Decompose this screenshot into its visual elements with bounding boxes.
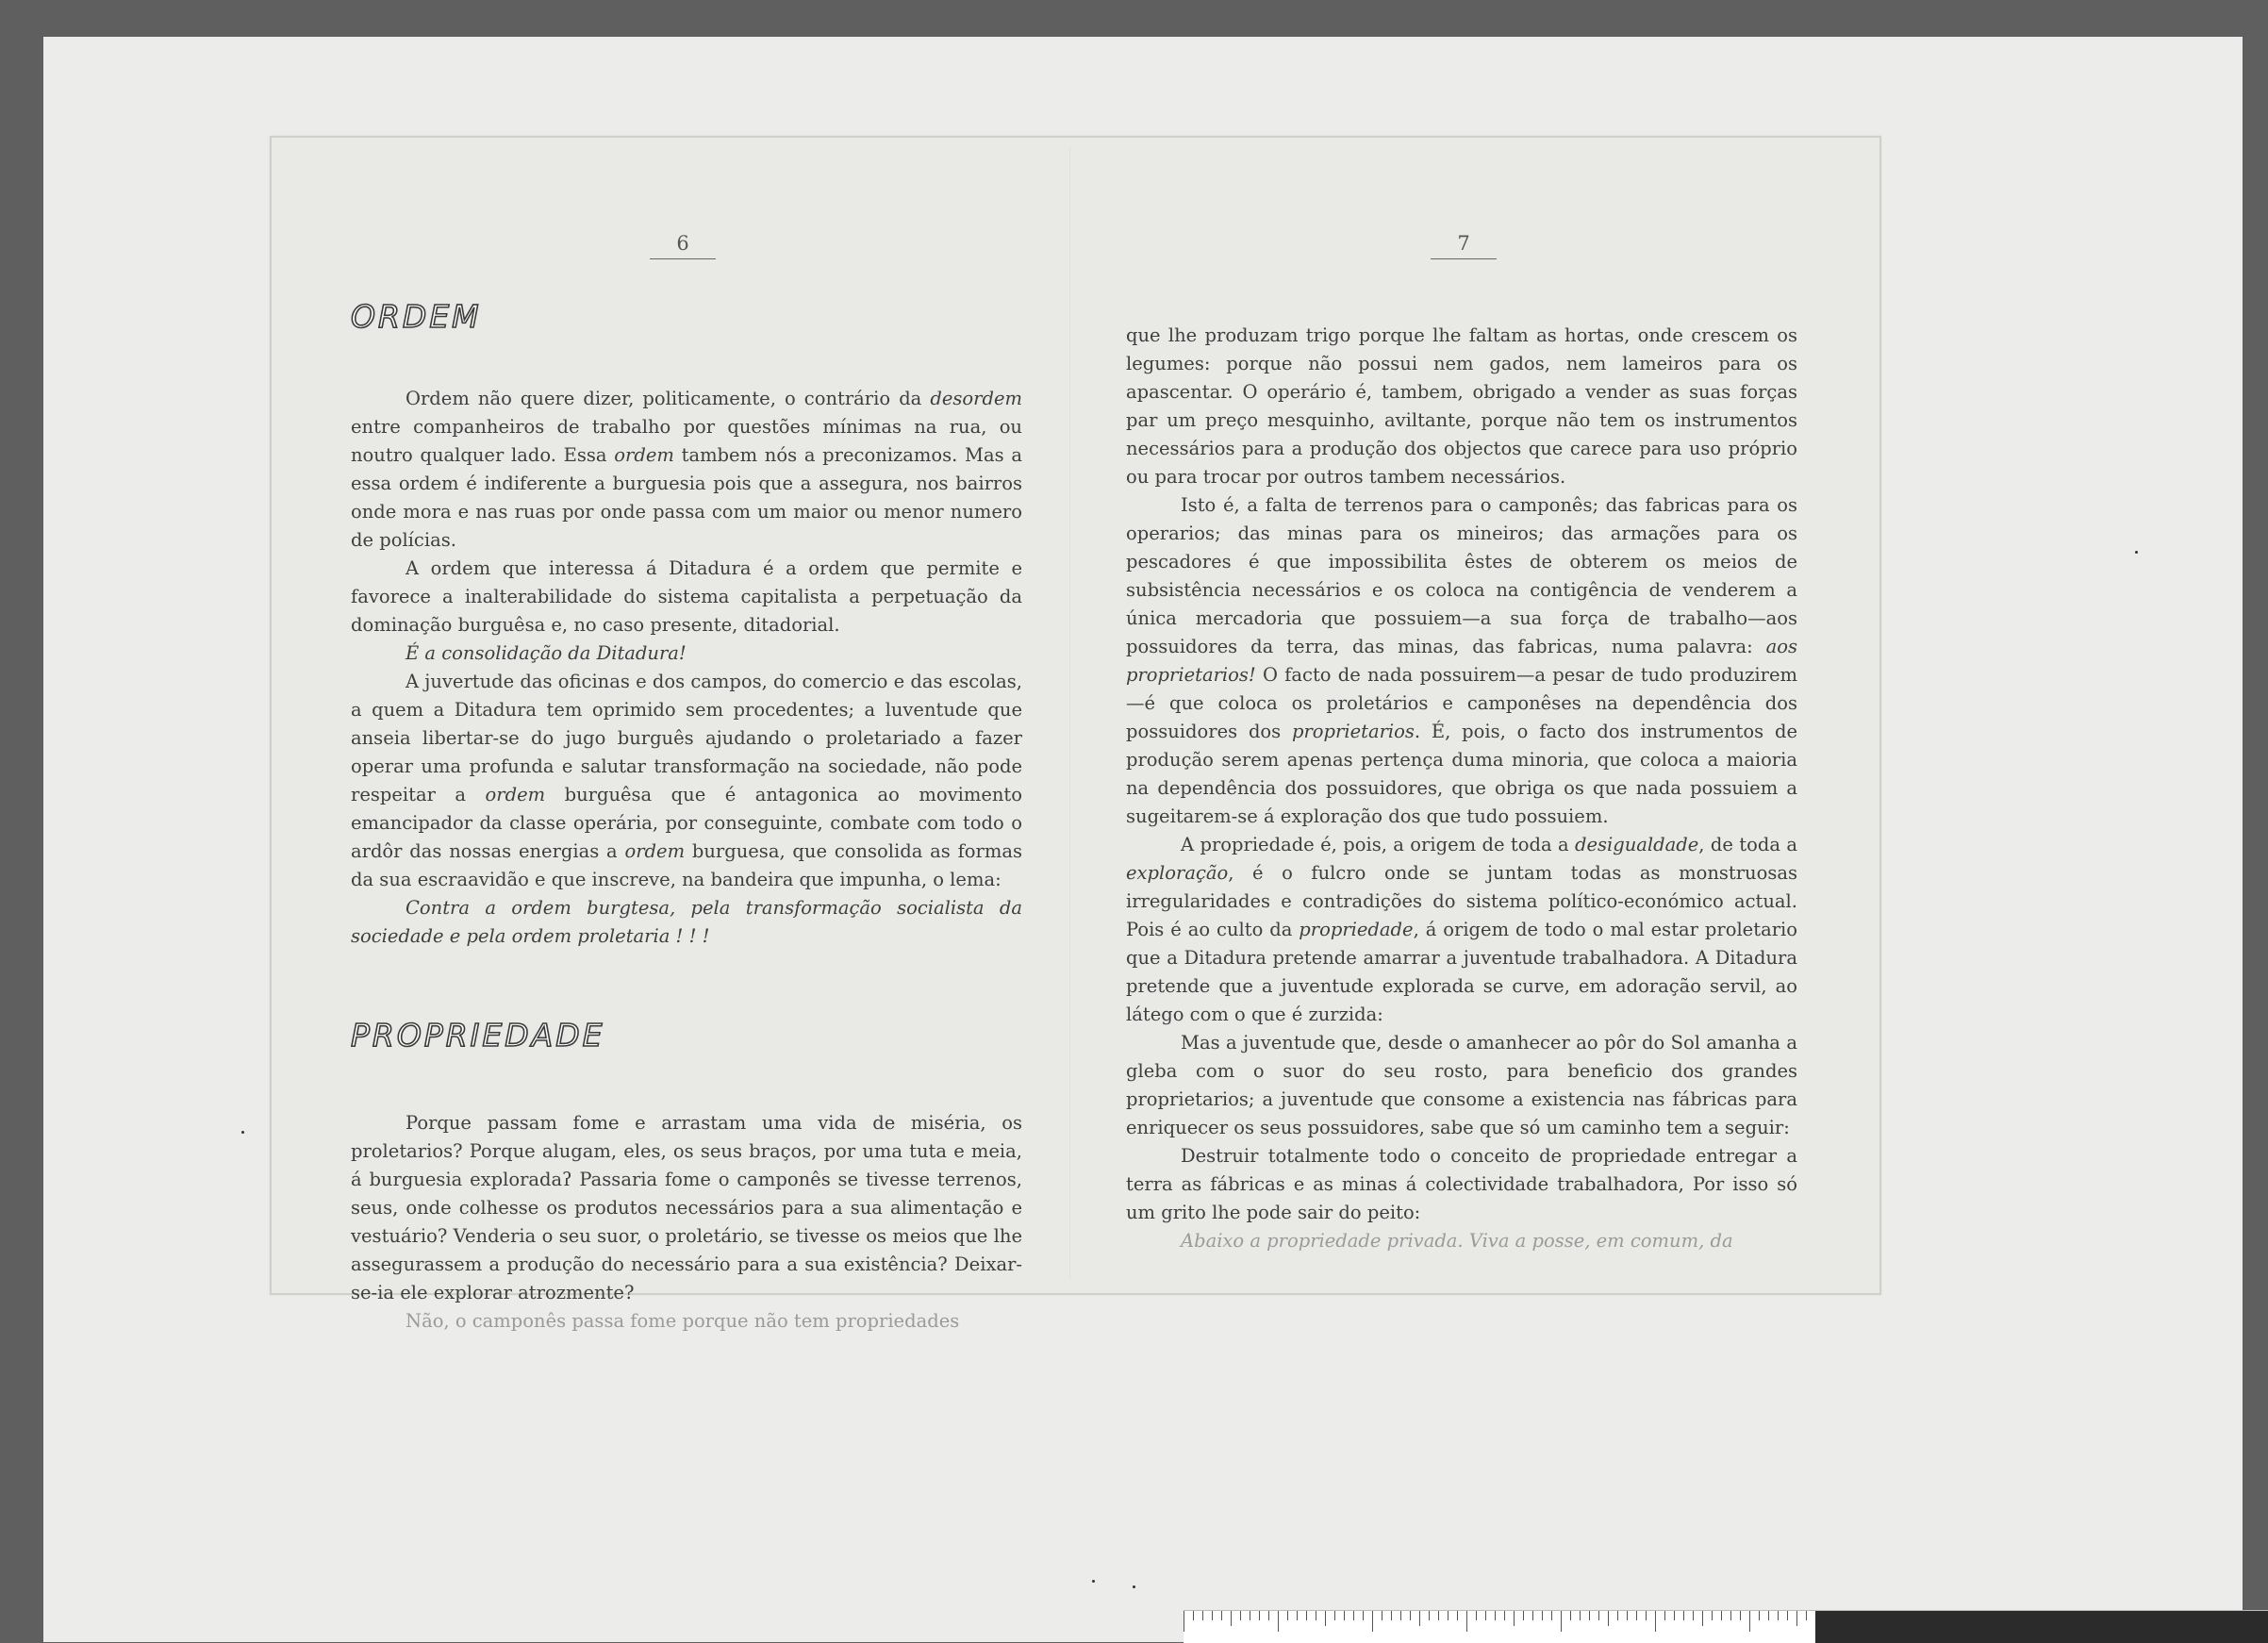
text-run-italic: É a consolidação da Ditadura! [406, 642, 687, 664]
paragraph: Porque passam fome e arrastam uma vida de miséria, os proletarios? Porque alugam, eles, os seus braços, por uma tuta e meia, á burguesia exploradaʔ Passaria fome o camponês se tivesse terrenos, seus, onde colhesse os produtos necessários para a sua alimentação e vestuário? Venderia o seu suor, o proletário, se tivesse os meios que lhe assegurassem a produção do necessário para a sua existência? Deixar-se-ia ele explorar atrozmente? [351, 1112, 1022, 1303]
text-run: , de toda a [1698, 834, 1797, 855]
ruler-tick [1429, 1611, 1430, 1620]
scanned-sheet [270, 136, 1881, 1332]
ruler-tick [1353, 1611, 1354, 1620]
ruler-tick [1646, 1611, 1647, 1620]
ruler-tick [1636, 1611, 1637, 1620]
ruler-tick [1202, 1611, 1203, 1620]
ruler-tick [1259, 1611, 1260, 1620]
dust-speck [241, 1131, 244, 1134]
ruler-tick [1287, 1611, 1288, 1620]
text-run: tambem nós a preconizamos. Mas a essa ordem é indiferente a burguesia pois que a assegura, nos bairros onde mora e nas ruas por onde passa com um maior ou menor numero de polícias. [351, 444, 1023, 551]
ruler-tick [1212, 1611, 1213, 1620]
ruler-tick [1683, 1611, 1684, 1620]
text-run-italic: ordem [485, 784, 546, 805]
dust-speck [1133, 1585, 1135, 1588]
ruler-tick [1702, 1611, 1703, 1626]
ruler-tick [1598, 1611, 1599, 1620]
ruler-tick [1721, 1611, 1722, 1620]
ruler-tick [1749, 1611, 1750, 1632]
text-run-italic: aos proprietarios! [1126, 636, 1797, 686]
ruler-tick [1570, 1611, 1571, 1620]
paragraph [351, 639, 1022, 668]
ruler-tick [1240, 1611, 1241, 1620]
ruler-tick [1655, 1611, 1656, 1632]
paragraph: Destruir totalmente todo o conceito de propriedade entregar a terra as fábricas e as minas á colectividade trabalhadora, Por isso só um grito lhe pode sair do peito: [1126, 1145, 1797, 1223]
text-run-italic: Abaixo a propriedade privada. Viva a posse, em comum, da [1181, 1230, 1733, 1252]
ruler-tick [1278, 1611, 1279, 1632]
ruler-tick [1664, 1611, 1665, 1620]
ruler-tick [1504, 1611, 1505, 1620]
heading-propriedade: PROPRIEDADE [351, 1017, 605, 1054]
ruler-tick [1608, 1611, 1609, 1626]
dust-speck [2135, 551, 2138, 554]
ruler-tick [1372, 1611, 1373, 1632]
paragraph: que lhe produzam trigo porque lhe faltam as hortas, onde crescem os legumes: porque não possui nem gados, nem lameiros para os apascentar. O operário é, tambem, obrigado a vender as suas forças par um preço mesquinho, aviltante, porque não tem os instrumentos necessários para a produção dos objectos que carece para uso próprio ou para trocar por outros tambem necessários. [1126, 324, 1797, 488]
propriedade-text [351, 1109, 1022, 1336]
ruler-tick [1712, 1611, 1713, 1620]
ruler-tick [1532, 1611, 1533, 1620]
ruler-tick [1514, 1611, 1515, 1626]
scale-ruler [1184, 1610, 2268, 1643]
paragraph [1126, 491, 1797, 831]
text-run: . É, pois, o facto dos instrumentos de produção serem apenas pertença duma minoria, que coloca a maioria na dependência dos possuidores, que obriga os que nada possuiem a sugeitarem-se á exploração dos que tudo possuiem. [1126, 721, 1797, 827]
text-run-italic: desigualdade [1574, 834, 1699, 855]
text-run: A propriedade é, pois, a origem de toda a [1181, 834, 1575, 855]
heading-ordem: ORDEM [351, 298, 482, 335]
ruler-tick [1193, 1611, 1194, 1620]
ruler-tick [1400, 1611, 1401, 1620]
ruler-tick [1448, 1611, 1449, 1620]
text-run: burguesa, que consolida as formas da sua escraavidão e que inscreve, na bandeira que impunha, o lema: [351, 840, 1022, 890]
ruler-tick [1806, 1611, 1807, 1620]
text-run: A juvertude das oficinas e dos campos, do comercio e das escolas, a quem a Ditadura tem oprimido sem procedentes; a luventude que anseia libertar-se do jugo burguês ajudando o proletariado a fazer operar uma profunda e salutar transformação na sociedade, não pode respeitar a [351, 671, 1022, 805]
left-page [351, 138, 1026, 1332]
text-run-italic: desordem [930, 388, 1022, 409]
ruler-tick [1344, 1611, 1345, 1620]
ruler-tick [1740, 1611, 1741, 1620]
page-number-left: 6 [650, 232, 716, 259]
ruler-tick [1561, 1611, 1562, 1632]
paragraph [1126, 831, 1797, 1029]
text-run: burguêsa que é antagonica ao movimento emancipador da classe operária, por conseguinte, combate com todo o ardôr das nossas energias a [351, 784, 1022, 862]
ruler-tick [1325, 1611, 1326, 1626]
ruler-tick [1693, 1611, 1694, 1620]
ruler-tick [1627, 1611, 1628, 1620]
text-run-italic: Contra a ordem burgtesa, pela transformação socialista da sociedade e pela ordem proletaria ! ! ! [351, 897, 1022, 947]
ruler-tick [1542, 1611, 1543, 1620]
paragraph: Não, o camponês passa fome porque não tem propriedades [406, 1310, 960, 1332]
ruler-tick [1419, 1611, 1420, 1626]
ruler-tick [1231, 1611, 1232, 1626]
paragraph: Mas a juventude que, desde o amanhecer ao pôr do Sol amanha a gleba com o suor do seu rosto, para beneficio dos grandes proprietarios; a juventude que consome a existencia nas fábricas para enriquecer os seus possuidores, sabe que só um caminho tem a seguir: [1126, 1032, 1797, 1138]
text-run: , é o fulcro onde se juntam todas as monstruosas irregularidades e contradições do sistema político-económico actual. Pois é ao culto da [1126, 862, 1797, 940]
page-number-right: 7 [1431, 232, 1497, 259]
ruler-tick [1334, 1611, 1335, 1620]
text-run-italic: ordem [614, 444, 674, 466]
paragraph [351, 894, 1022, 951]
ruler-tick [1410, 1611, 1411, 1620]
text-run: Ordem não quere dizer, politicamente, o contrário da [406, 388, 931, 409]
ruler-tick [1730, 1611, 1731, 1620]
paragraph [1126, 1227, 1797, 1255]
ruler-tick [1551, 1611, 1552, 1620]
ruler-tick [1306, 1611, 1307, 1620]
ordem-text [351, 385, 1022, 951]
text-run: Isto é, a falta de terrenos para o camponês; das fabricas para os operarios; das minas para os mineiros; das armações para os pescadores é que impossibilita êstes de obterem os meios de subsistência necessários e os coloca na contigência de venderem a única mercadoria que possuiem—a sua força de trabalho—aos possuidores da terra, das minas, das fabricas, numa palavra: [1126, 494, 1797, 657]
text-run-italic: exploração [1126, 862, 1229, 884]
ruler-tick [1476, 1611, 1477, 1620]
ruler-tick [1589, 1611, 1590, 1620]
ruler-tick [1523, 1611, 1524, 1620]
ruler-tick [1485, 1611, 1486, 1620]
ruler-tick [1796, 1611, 1797, 1626]
text-run: entre companheiros de trabalho por questões mínimas na rua, ou noutro qualquer lado. Essa [351, 416, 1022, 466]
paragraph [351, 668, 1022, 894]
paragraph [351, 385, 1022, 555]
text-run: , á origem de todo o mal estar proletario que a Ditadura pretende amarrar a juventude trabalhadora. A Ditadura pretende que a juventude explorada se curve, em adoração servil, ao látego com o que é zurzida: [1126, 919, 1797, 1025]
ruler-tick [1297, 1611, 1298, 1620]
text-run-italic: propriedade [1299, 919, 1414, 940]
ruler-dark-section [1815, 1611, 2268, 1643]
center-fold [1069, 147, 1070, 1279]
ruler-tick [1457, 1611, 1458, 1620]
ruler-tick [1495, 1611, 1496, 1620]
text-run-italic: ordem [624, 840, 686, 862]
text-run-italic: proprietarios [1292, 721, 1415, 742]
ruler-tick [1580, 1611, 1581, 1620]
archive-mount [43, 37, 2243, 1642]
ruler-tick [1221, 1611, 1222, 1620]
ruler-tick [1759, 1611, 1760, 1620]
ruler-tick [1617, 1611, 1618, 1620]
text-run: O facto de nada possuirem—a pesar de tudo produzirem—é que coloca os proletários e camponêses na dependência dos possuidores dos [1126, 664, 1797, 742]
right-page-text [1126, 322, 1797, 1255]
ruler-tick [1768, 1611, 1769, 1620]
ruler-tick [1438, 1611, 1439, 1620]
ruler-tick [1778, 1611, 1779, 1620]
ruler-tick [1363, 1611, 1364, 1620]
ruler-tick [1787, 1611, 1788, 1620]
ruler-tick [1391, 1611, 1392, 1620]
ruler-tick [1268, 1611, 1269, 1620]
ruler-tick [1674, 1611, 1675, 1620]
dust-speck [1092, 1580, 1095, 1583]
paragraph: A ordem que interessa á Ditadura é a ordem que permite e favorece a inalterabilidade do sistema capitalista a perpetuação da dominação burguêsa e, no caso presente, ditadorial. [351, 557, 1022, 636]
ruler-tick [1466, 1611, 1467, 1632]
right-page [1126, 138, 1801, 1293]
